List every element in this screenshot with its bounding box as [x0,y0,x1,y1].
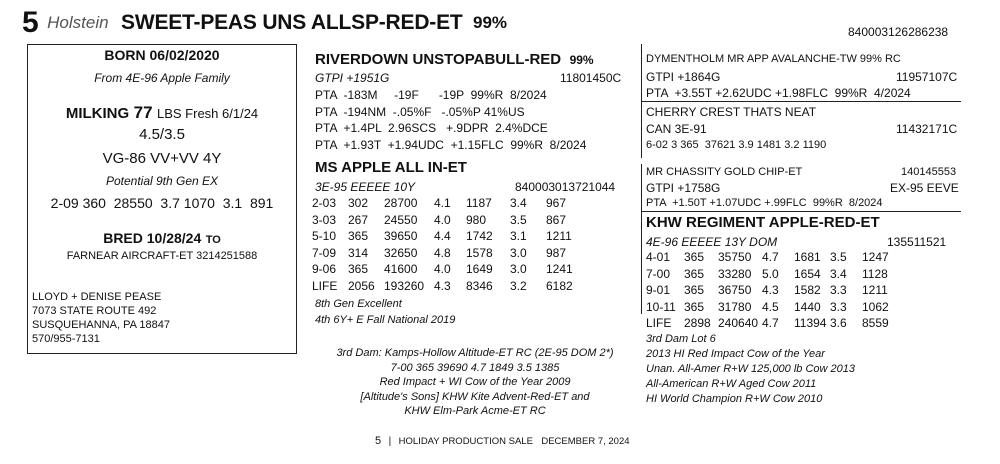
record-cell: 4.1 [434,196,451,211]
sire-pta-line: PTA -194NM -.05%F -.05%P 41%US [315,104,525,119]
record-cell: 365 [684,266,705,281]
record-cell: 3.0 [510,245,527,260]
record-cell: 3.2 [510,278,527,293]
dam-dam-note: 3rd Dam Lot 6 [646,333,716,345]
record-cell: 1649 [466,262,493,277]
record-cell: 240640 [718,316,759,331]
sire-pedigree-divider [641,101,961,102]
sire-title [315,51,594,69]
record-cell: 6182 [546,278,573,293]
record-cell: 1582 [794,283,821,298]
sire-pta-line: PTA +1.4PL 2.96SCS +.9DPR 2.4%DCE [315,121,548,135]
milking-rest: LBS Fresh 6/1/24 [156,106,259,121]
sire-dam-reg: 11432171C [896,122,958,136]
record-cell: 3.0 [510,262,527,277]
sire-sire-gtpi: GTPI +1864G [646,70,721,84]
footer-divider: | [388,436,392,447]
record-cell: 1440 [794,299,821,314]
record-cell: 1128 [862,266,888,281]
born-date: BORN 06/02/2020 [104,47,220,63]
third-dam-line: [Altitude's Sons] KHW Kite Advent-Red-ET and [360,390,590,403]
best-record: 2-09 360 28550 3.7 1070 3.1 891 [50,195,274,211]
record-cell: 3.4 [510,196,527,211]
record-cell: 967 [546,196,567,211]
record-cell: 1654 [794,266,821,281]
record-row [646,282,902,299]
record-row [312,245,586,262]
dam-dam-records-table [646,249,902,332]
record-cell: 314 [348,245,369,260]
record-cell: 39650 [384,229,418,244]
consignor-name: LLOYD + DENISE PEASE [32,291,162,303]
record-cell: 365 [348,229,369,244]
record-cell: 33280 [718,266,752,281]
record-cell: 3.1 [510,229,527,244]
record-cell: 4.3 [762,283,779,298]
lot-number: 5 [22,6,39,39]
record-cell: 1187 [466,196,492,211]
dam-sire-gtpi: GTPI +1758G [646,181,721,195]
dam-name: MS APPLE ALL IN-ET [315,159,467,176]
registration-number: 840003126286238 [848,25,949,39]
record-row [312,212,586,229]
record-cell: 4-01 [646,250,671,265]
record-cell: 7-09 [312,245,337,260]
dam-dam-note: Unan. All-Amer R+W 125,000 lb Cow 2013 [646,363,855,375]
animal-percent: 99% [472,13,508,32]
record-cell: 8346 [466,278,493,293]
sire-sire-pta: PTA +3.55T +2.62UDC +1.98FLC 99%R 4/2024 [646,86,911,100]
dam-dam-note: All-American R+W Aged Cow 2011 [646,378,817,390]
dam-sire-class: EX-95 EEVE [890,181,959,195]
record-row [646,249,902,266]
record-cell: 193260 [384,278,425,293]
record-row [312,195,586,212]
bred-to: TO [205,234,221,246]
record-cell: 4.7 [762,250,779,265]
record-cell: 5-10 [312,229,337,244]
record-cell: 3.5 [510,212,527,227]
record-row [312,261,586,278]
dam-sire-pta: PTA +1.50T +1.07UDC +.99FLC 99%R 8/2024 [646,197,883,209]
sire-name: RIVERDOWN UNSTOPABULL-RED [315,51,562,68]
record-cell: 41600 [384,262,418,277]
record-cell: 4.0 [434,262,451,277]
milking-line [27,103,297,123]
record-cell: 1681 [794,250,821,265]
dam-sire-reg: 140145553 [901,166,957,178]
sire-pta-line: PTA +1.93T +1.94UDC +1.15FLC 99%R 8/2024 [315,137,587,152]
page-footer [375,431,630,449]
animal-name: SWEET-PEAS UNS ALLSP-RED-ET [121,11,463,34]
footer-page-number: 5 [375,435,382,447]
record-row [646,315,902,332]
third-dam-line: 7-00 365 39690 4.7 1849 3.5 1385 [390,361,560,374]
record-cell: 9-01 [646,283,671,298]
dam-dam-notes [646,332,855,407]
sire-gtpi: GTPI +1951G [315,71,390,85]
record-cell: 4.0 [434,212,451,227]
family: From 4E-96 Apple Family [94,71,230,85]
dam-records-table [312,195,586,294]
record-cell: 10-11 [646,299,676,314]
sire-sire-reg: 11957107C [896,70,958,84]
record-cell: 2056 [348,278,375,293]
record-cell: 4.4 [434,229,451,244]
record-cell: 3.4 [830,266,847,281]
dam-reg: 840003013721044 [515,180,616,194]
record-cell: 3.6 [830,316,847,331]
bred-line [27,230,297,248]
record-cell: 4.7 [762,316,779,331]
record-cell: 4.8 [434,245,451,260]
record-cell: 1241 [546,262,573,277]
third-dam-line: Red Impact + WI Cow of the Year 2009 [379,376,571,388]
sire-dam-name: CHERRY CREST THATS NEAT [646,105,817,119]
sire-percent: 99% [569,53,594,67]
dam-pedigree-divider [641,211,961,212]
record-cell: LIFE [312,278,338,293]
footer-sale-name: HOLIDAY PRODUCTION SALE [398,436,533,447]
record-cell: 31780 [718,299,752,314]
record-cell: 365 [684,299,705,314]
test-values: 4.5/3.5 [139,126,185,143]
dam-pedigree-bracket [641,164,642,314]
sire-pta [315,87,586,153]
dam-class: 3E-95 EEEEE 10Y [315,180,416,194]
potential: Potential 9th Gen EX [105,174,219,188]
footer-date: DECEMBER 7, 2024 [541,436,630,447]
record-cell: 24550 [384,212,418,227]
record-cell: 4.3 [434,278,451,293]
record-cell: 1211 [546,229,572,244]
milking-value: 77 [133,103,153,122]
sire-reg: 11801450C [560,71,622,85]
record-cell: 28700 [384,196,418,211]
sire-dam-class: CAN 3E-91 [646,122,707,136]
record-cell: 7-00 [646,266,671,281]
sire-dam-record: 6-02 3 365 37621 3.9 1481 3.2 1190 [646,139,827,151]
dam-dam-class: 4E-96 EEEEE 13Y DOM [646,235,778,249]
sire-sire-name: DYMENTHOLM MR APP AVALANCHE-TW 99% RC [646,53,901,65]
third-dam-note [310,346,640,419]
record-row [312,278,586,295]
record-cell: 3-03 [312,212,337,227]
record-cell: 267 [348,212,369,227]
record-cell: 1062 [862,299,889,314]
consignor [32,290,170,346]
record-cell: 32650 [384,245,418,260]
record-cell: 3.3 [830,299,847,314]
record-row [646,299,902,316]
record-cell: 35750 [718,250,752,265]
record-cell: 365 [348,262,369,277]
record-cell: 9-06 [312,262,337,277]
third-dam-line: KHW Elm-Park Acme-ET RC [404,405,546,417]
record-cell: 987 [546,245,567,260]
record-row [646,266,902,283]
record-cell: 867 [546,212,567,227]
consignor-phone: 570/955-7131 [32,333,100,345]
bred-date: BRED 10/28/24 [103,230,202,246]
record-cell: 302 [348,196,369,211]
dam-dam-name: KHW REGIMENT APPLE-RED-ET [646,214,880,231]
record-cell: 1247 [862,250,889,265]
record-cell: 1742 [466,229,493,244]
record-cell: 2-03 [312,196,337,211]
record-cell: LIFE [646,316,672,331]
record-cell: 8559 [862,316,889,331]
record-cell: 3.5 [830,250,847,265]
lot-header [22,6,507,40]
record-cell: 36750 [718,283,752,298]
dam-note: 4th 6Y+ E Fall National 2019 [315,314,456,326]
bred-sire: FARNEAR AIRCRAFT-ET 3214251588 [66,250,258,262]
dam-dam-note: 2013 HI Red Impact Cow of the Year [646,348,825,360]
consignor-address: 7073 STATE ROUTE 492 [32,305,157,317]
sire-pta-line: PTA -183M -19F -19P 99%R 8/2024 [315,88,547,102]
record-cell: 1211 [862,283,888,298]
record-cell: 2898 [684,316,711,331]
record-cell: 365 [684,250,705,265]
dam-dam-reg: 135511521 [887,235,947,249]
record-cell: 1578 [466,245,493,260]
dam-dam-note: HI World Champion R+W Cow 2010 [646,393,823,405]
dam-sire-name: MR CHASSITY GOLD CHIP-ET [646,166,803,178]
consignor-city: SUSQUEHANNA, PA 18847 [32,319,170,331]
dam-notes [315,296,455,328]
record-cell: 4.5 [762,299,779,314]
record-row [312,228,586,245]
record-cell: 3.3 [830,283,847,298]
classification: VG-86 VV+VV 4Y [102,150,222,167]
breed: Holstein [47,13,109,32]
record-cell: 5.0 [762,266,779,281]
milking-label: MILKING [65,105,130,122]
record-cell: 365 [684,283,705,298]
record-cell: 980 [466,212,487,227]
third-dam-line: 3rd Dam: Kamps-Hollow Altitude-ET RC (2E-95 DOM 2*) [336,347,614,359]
record-cell: 11394 [794,316,827,331]
dam-note: 8th Gen Excellent [315,298,402,310]
